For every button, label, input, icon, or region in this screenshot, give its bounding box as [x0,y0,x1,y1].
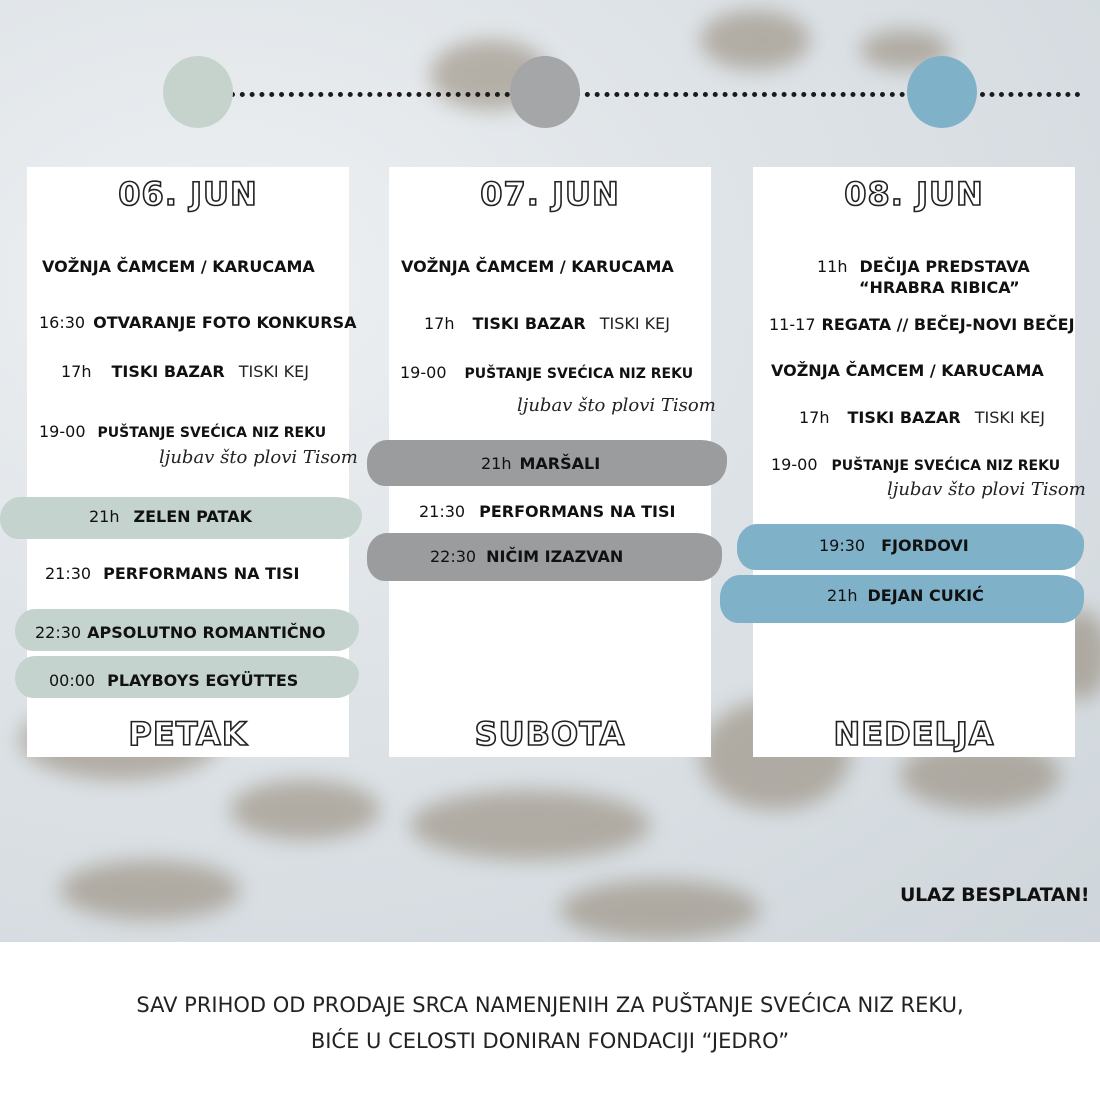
list-item: “HRABRA RIBICA” [859,278,1020,297]
column-day: PETAK [128,715,248,753]
timeline-line-1 [230,92,510,97]
timeline-dot-3 [907,56,977,128]
script-tagline: ljubav što plovi Tisom [517,395,716,416]
list-item: 19-00 PUŠTANJE SVEĆICA NIZ REKU [400,363,694,382]
column-day: SUBOTA [474,715,626,753]
column-date: 07. JUN [480,175,620,213]
timeline-dot-2 [510,56,580,128]
script-tagline: ljubav što plovi Tisom [887,479,1086,500]
list-item: 19-00 PUŠTANJE SVEĆICA NIZ REKU [771,455,1061,474]
list-item: 19:30 FJORDOVI [819,536,969,555]
timeline-line-3 [980,92,1080,97]
timeline-line-2 [575,92,905,97]
column-date: 06. JUN [118,175,258,213]
list-item: 17h TISKI BAZAR TISKI KEJ [424,314,670,333]
list-item: VOŽNJA ČAMCEM / KARUCAMA [771,361,1044,380]
free-entry-label: ULAZ BESPLATAN! [900,884,1090,906]
list-item: 11-17 REGATA // BEČEJ-NOVI BEČEJ [769,315,1075,334]
footer-line-1: SAV PRIHOD OD PRODAJE SRCA NAMENJENIH ZA PUŠTANJE SVEĆICA NIZ REKU, [136,993,964,1017]
list-item: 22:30 APSOLUTNO ROMANTIČNO [35,623,326,642]
list-item: 16:30 OTVARANJE FOTO KONKURSA [39,313,357,332]
column-date: 08. JUN [844,175,984,213]
list-item: VOŽNJA ČAMCEM / KARUCAMA [42,257,315,276]
list-item: 21:30 PERFORMANS NA TISI [45,564,300,583]
list-item: 21h ZELEN PATAK [89,507,252,526]
list-item: 22:30 NIČIM IZAZVAN [430,547,624,566]
list-item: 21h DEJAN CUKIĆ [827,586,984,605]
list-item: 17h TISKI BAZAR TISKI KEJ [61,362,309,381]
list-item: VOŽNJA ČAMCEM / KARUCAMA [401,257,674,276]
list-item: 11h DEČIJA PREDSTAVA [817,257,1030,276]
day-column-2 [389,167,716,757]
script-tagline: ljubav što plovi Tisom [159,447,358,468]
footer-line-2: BIĆE U CELOSTI DONIRAN FONDACIJI “JEDRO” [310,1029,790,1053]
column-day: NEDELJA [833,715,995,753]
day-column-1 [27,167,358,757]
list-item: 00:00 PLAYBOYS EGYÜTTES [49,671,299,690]
list-item: 17h TISKI BAZAR TISKI KEJ [799,408,1045,427]
footer-note [0,987,1100,1059]
list-item: 21:30 PERFORMANS NA TISI [419,502,676,521]
day-column-3 [753,167,1086,757]
list-item: 19-00 PUŠTANJE SVEĆICA NIZ REKU [39,422,327,441]
timeline-dot-1 [163,56,233,128]
list-item: 21h MARŠALI [481,454,601,473]
